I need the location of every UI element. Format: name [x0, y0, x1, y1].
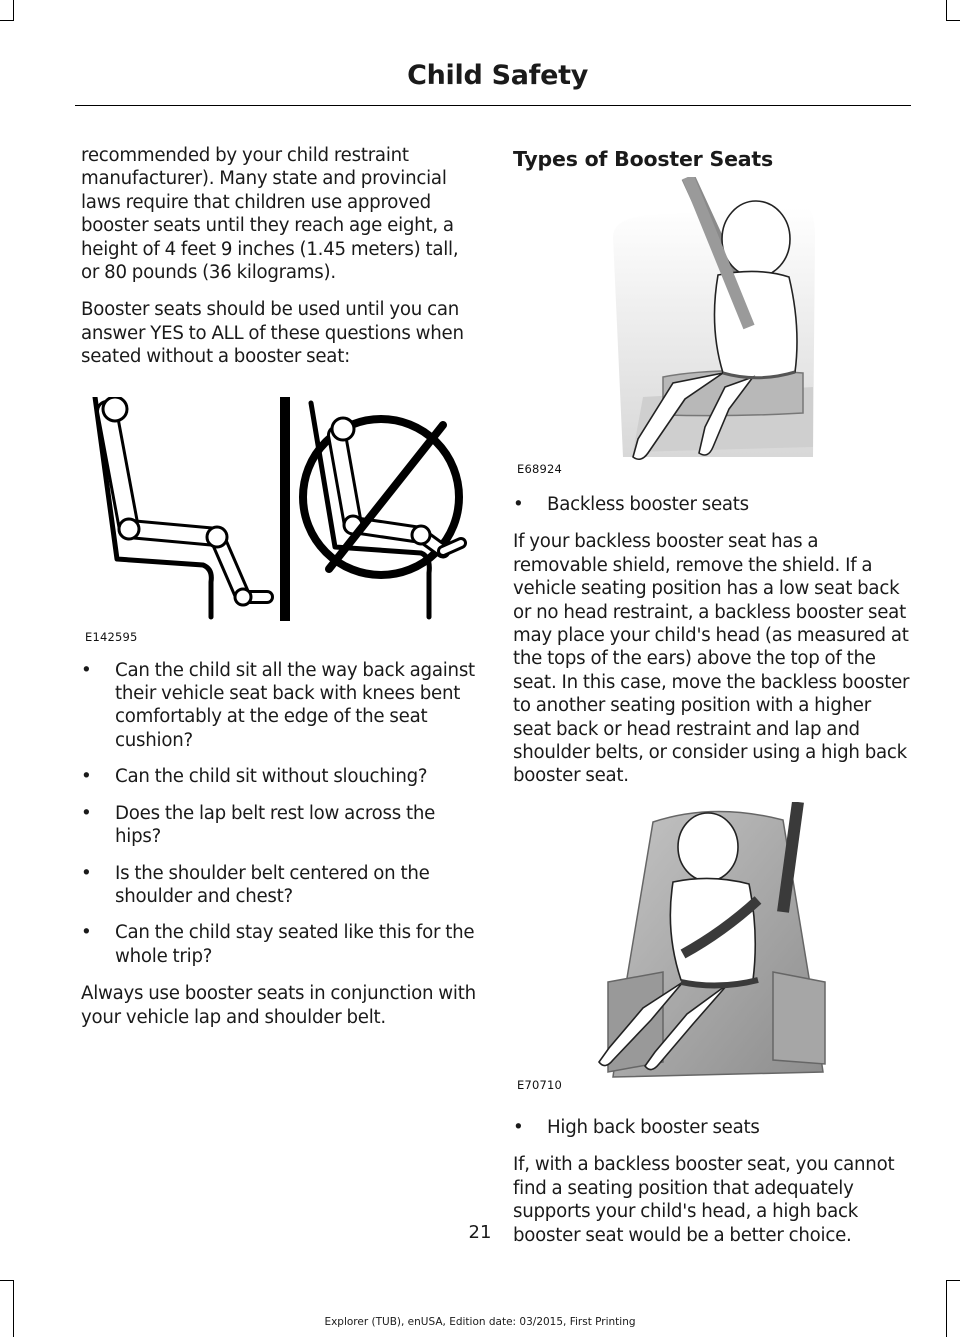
closing-paragraph: Always use booster seats in conjunction with your vehicle lap and shoulder belt.: [81, 983, 476, 1028]
questions-list: [81, 659, 481, 968]
backless-paragraph: If your backless booster seat has a removable shield, remove the shield. If a vehicle seating position has a low seat back or no head restraint, a backless booster seat may place your child's head (as measured at the tops of the ears) above the top of the seat. In this case, move the backless booster to another seating position with a higher seat back or head restraint and lap and shoulder belts, or consider using a high back booster seat.: [513, 531, 910, 787]
figure-code: E68924: [517, 462, 563, 476]
list-item: • Is the shoulder belt centered on the shoulder and chest?: [81, 862, 481, 909]
backless-booster-figure: [513, 171, 913, 483]
page-number: 21: [468, 1222, 492, 1243]
crop-mark: [13, 0, 14, 20]
edition-info: Explorer (TUB), enUSA, Edition date: 03/2015, First Printing: [324, 1316, 636, 1328]
crop-mark: [0, 1280, 14, 1281]
questions-intro: Booster seats should be used until you can answer YES to ALL of these questions when seated without a booster seat:: [81, 299, 464, 368]
section-heading: Types of Booster Seats: [513, 147, 774, 171]
backless-booster-illustration: [513, 177, 913, 467]
high-back-booster-figure: [513, 802, 913, 1098]
booster-type-list: [513, 1116, 913, 1139]
crop-mark: [946, 1280, 947, 1337]
list-item: • Can the child sit without slouching?: [81, 765, 481, 788]
crop-mark: [946, 0, 947, 20]
booster-type-list: [513, 493, 913, 516]
crop-mark: [946, 1280, 960, 1281]
crop-mark: [946, 20, 960, 21]
seated-posture-illustration: [81, 397, 481, 637]
list-item: • High back booster seats: [513, 1116, 913, 1139]
header-rule: [75, 105, 911, 106]
list-item: • Can the child stay seated like this for the whole trip?: [81, 921, 481, 968]
figure-code: E70710: [517, 1077, 563, 1092]
high-back-booster-illustration: [513, 802, 913, 1082]
figure-code: E142595: [85, 629, 138, 644]
crop-mark: [13, 1280, 14, 1337]
left-column: [81, 144, 481, 1043]
seated-posture-figure: [81, 383, 481, 645]
list-item: • Backless booster seats: [513, 493, 913, 516]
right-column: [513, 144, 913, 1261]
list-item: • Can the child sit all the way back against their vehicle seat back with knees bent comfortably at the edge of the seat cushion?: [81, 659, 481, 753]
intro-paragraph: recommended by your child restraint manufacturer). Many state and provincial laws require that children use approved booster seats until they reach age eight, a height of 4 feet 9 inches (1.45 meters) tall, or 80 pounds (36 kilograms).: [81, 145, 459, 284]
list-item: • Does the lap belt rest low across the hips?: [81, 802, 481, 849]
crop-mark: [0, 20, 14, 21]
page-title: Child Safety: [407, 60, 588, 91]
high-back-paragraph: If, with a backless booster seat, you cannot find a seating position that adequately supports your child's head, a high back booster seat would be a better choice.: [513, 1154, 895, 1246]
